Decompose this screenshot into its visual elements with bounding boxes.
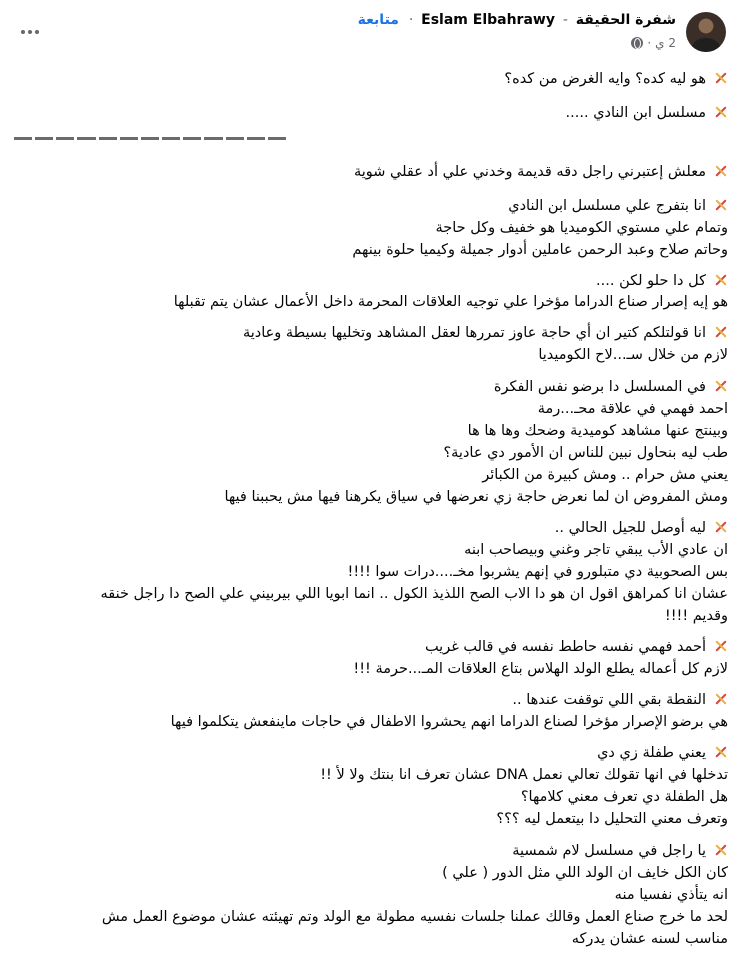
post-header: [0, 0, 750, 66]
post-line: كان الكل خايف ان الولد اللي مثل الدور ( علي ): [442, 865, 728, 881]
cross-swords-icon: [714, 379, 728, 393]
post-line: هل الطفلة دي تعرف معني كلامها؟: [520, 789, 728, 805]
post-line: في المسلسل دا برضو نفس الفكرة: [14, 377, 728, 397]
post-line: وبينتج عنها مشاهد كوميدية وضحك وها ها ها: [467, 423, 728, 439]
follow-button[interactable]: متابعة: [357, 12, 399, 28]
post-line: هو إيه إصرار صناع الدراما مؤخرا علي توجيه العلاقات المحرمة داخل الأعمال عشان يتم تقبلها: [173, 294, 728, 310]
post-line: النقطة بقي اللي توقفت عندها ..: [14, 690, 728, 710]
post-line: طب ليه بنحاول نبين للناس ان الأمور دي عادية؟: [443, 445, 728, 461]
post-line: يعني مش حرام .. ومش كبيرة من الكبائر: [482, 467, 728, 483]
globe-icon[interactable]: [631, 37, 643, 49]
post-line: ليه أوصل للجيل الحالي ..: [14, 518, 728, 538]
post-line: ان عادي الأب يبقي تاجر وغني وبيصاحب ابنه: [464, 542, 728, 558]
post-line: كل دا حلو لكن ....: [14, 271, 728, 291]
post-line: يعني طفلة زي دي: [14, 743, 728, 763]
cross-swords-icon: [714, 198, 728, 212]
post-line: احمد فهمي في علاقة محـ...رمة: [537, 401, 728, 417]
post-line: مسلسل ابن النادي .....: [14, 103, 728, 123]
post-line: ومش المفروض ان لما نعرض حاجة زي نعرضها في سياق يكرهنا فيها مش يحببنا فيها: [224, 489, 728, 505]
post-line: معلش إعتبرني راجل دقه قديمة وخدني علي أد عقلي شوية: [14, 162, 728, 182]
post-line: وتعرف معني التحليل دا بيتعمل ليه ؟؟؟: [496, 811, 728, 827]
cross-swords-icon: [714, 273, 728, 287]
post-line: هو ليه كده؟ وايه الغرض من كده؟: [14, 69, 728, 89]
post-line: لازم من خلال سـ...لاح الكوميديا: [538, 347, 728, 363]
post-line: وحاتم صلاح وعبد الرحمن عاملين أدوار جميلة وكيميا حلوة بينهم: [352, 242, 728, 258]
post-line: وتمام علي مستوي الكوميديا هو خفيف وكل حاجة: [435, 220, 728, 236]
cross-swords-icon: [714, 692, 728, 706]
cross-swords-icon: [714, 325, 728, 339]
post-line: وقديم !!!!: [664, 608, 728, 624]
post-meta: [631, 36, 676, 50]
post-line: يا راجل في مسلسل لام شمسية: [14, 841, 728, 861]
post-time[interactable]: 2 ي: [655, 36, 676, 50]
dot-separator: ·: [408, 12, 414, 28]
post-line: هي برضو الإصرار مؤخرا لصناع الدراما انهم يحشروا الاطفال في حاجات ماينفعش يتكلموا فيها: [170, 714, 728, 730]
author-line: [358, 12, 676, 28]
post-line: انا قولتلكم كتير ان أي حاجة عاوز تمررها لعقل المشاهد وتخليها بسيطة وعادية: [14, 323, 728, 343]
post-line: انا بتفرج علي مسلسل ابن النادي: [14, 196, 728, 216]
cross-swords-icon: [714, 105, 728, 119]
dash-divider: [14, 136, 286, 142]
cross-swords-icon: [714, 520, 728, 534]
more-options-icon[interactable]: [14, 20, 46, 44]
post-line: لازم كل أعماله يطلع الولد الهلاس بتاع العلاقات المـ...حرمة !!!: [353, 661, 728, 677]
post-line: عشان انا كمراهق اقول ان هو دا الاب الصح اللذيذ الكول .. انما ابويا اللي بيربيني علي الصح دا راجل خنقه: [100, 586, 728, 602]
cross-swords-icon: [714, 639, 728, 653]
author-name[interactable]: Eslam Elbahrawy: [421, 12, 555, 28]
post-line: أحمد فهمي نفسه حاطط نفسه في قالب غريب: [14, 637, 728, 657]
cross-swords-icon: [714, 745, 728, 759]
cross-swords-icon: [714, 71, 728, 85]
post-line: مناسب لسنه عشان يدركه: [571, 931, 728, 947]
meta-dot: ·: [647, 36, 652, 50]
post-line: انه يتأذي نفسيا منه: [614, 887, 728, 903]
post-line: تدخلها في انها تقولك تعالي نعمل DNA عشان تعرف انا بنتك ولا لأ !!: [320, 767, 728, 783]
post-line: لحد ما خرج صناع العمل وقالك عملنا جلسات نفسيه مطولة مع الولد وتم تهيئته عشان موضوع العمل مش: [101, 909, 728, 925]
cross-swords-icon: [714, 843, 728, 857]
post-line: بس الصحوبية دي متبلورو في إنهم يشربوا مخـ....درات سوا !!!!: [347, 564, 728, 580]
cross-swords-icon: [714, 164, 728, 178]
author-avatar[interactable]: [686, 12, 726, 52]
page-name[interactable]: شفرة الحقيقة: [575, 12, 676, 28]
name-separator: -: [562, 12, 568, 28]
